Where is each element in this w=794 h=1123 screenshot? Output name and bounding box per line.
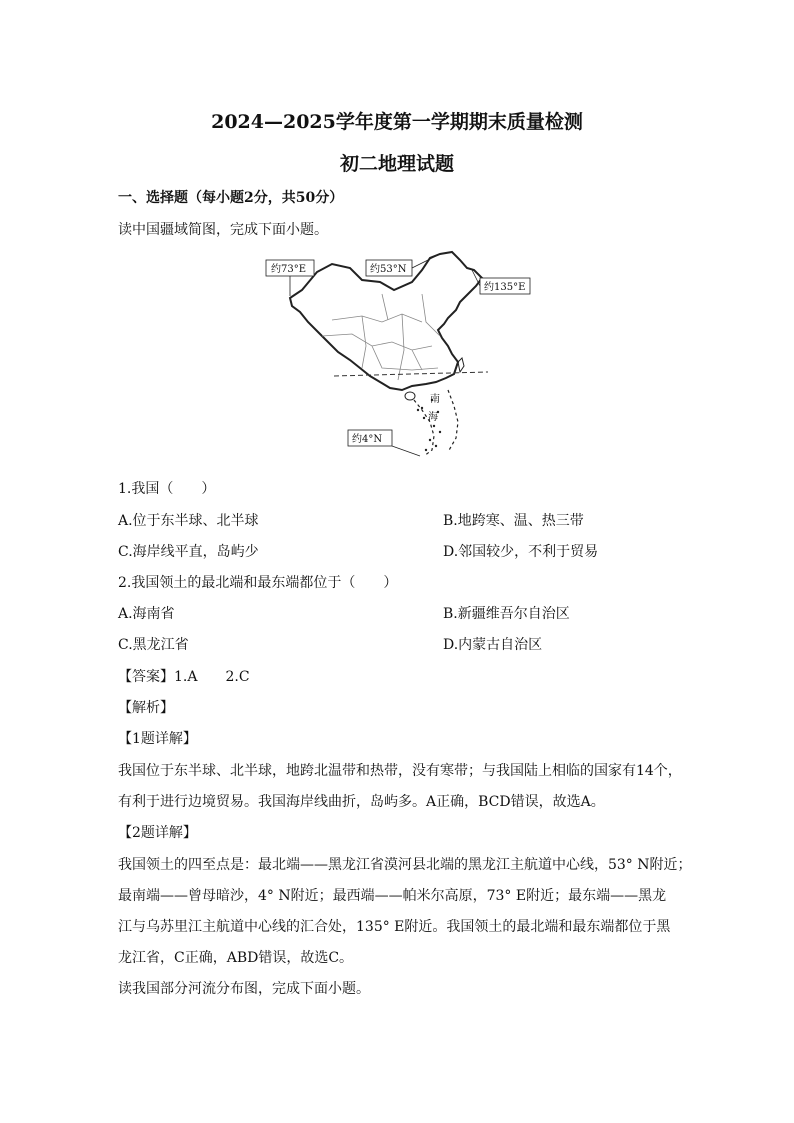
tropic-line xyxy=(334,372,488,376)
section-intro: 读中国疆域简图，完成下面小题。 xyxy=(118,222,328,238)
q1-detail-line: 我国位于东半球、北半球，地跨北温带和热带，没有寒带；与我国陆上相临的国家有14个， xyxy=(118,763,682,779)
next-section-intro: 读我国部分河流分布图，完成下面小题。 xyxy=(118,981,370,997)
q1-option-a: A.位于东半球、北半球 xyxy=(118,513,259,529)
hainan-island xyxy=(405,392,415,400)
q1-option-c: C.海岸线平直，岛屿少 xyxy=(118,544,259,560)
label-4n: 约4°N xyxy=(352,434,383,445)
q1-detail-line: 有利于进行边境贸易。我国海岸线曲折，岛屿多。A正确，BCD错误，故选A。 xyxy=(118,794,605,810)
q1-option-b: B.地跨寒、温、热三带 xyxy=(443,513,584,529)
q2-detail-heading: 【2题详解】 xyxy=(118,825,197,841)
q2-option-b: B.新疆维吾尔自治区 xyxy=(443,606,570,622)
q2-detail-line: 龙江省，C正确，ABD错误，故选C。 xyxy=(118,950,354,966)
page-subtitle: 初二地理试题 xyxy=(339,153,454,175)
china-map-svg xyxy=(262,250,537,465)
sea-label-south: 南 xyxy=(430,394,440,405)
south-sea-islands xyxy=(417,399,441,451)
section-heading: 一、选择题（每小题2分，共50分） xyxy=(118,190,344,206)
question-2-stem: 2.我国领土的最北端和最东端都位于（ ） xyxy=(118,575,398,591)
china-map-figure xyxy=(262,250,537,465)
page-title: 2024—2025学年度第一学期期末质量检测 xyxy=(211,111,583,133)
sea-label-sea: 海 xyxy=(428,412,438,423)
q2-option-d: D.内蒙古自治区 xyxy=(443,637,543,653)
q2-detail-line: 最南端——曾母暗沙，4° N附近；最西端——帕米尔高原，73° E附近；最东端——黑龙 xyxy=(118,888,667,904)
q1-detail-heading: 【1题详解】 xyxy=(118,731,197,747)
label-73e: 约73°E xyxy=(271,264,307,275)
label-53n: 约53°N xyxy=(370,264,407,275)
question-1-stem: 1.我国（ ） xyxy=(118,481,216,497)
q2-option-a: A.海南省 xyxy=(118,606,175,622)
label-135e: 约135°E xyxy=(484,282,526,293)
q2-detail-line: 江与乌苏里江主航道中心线的汇合处，135° E附近。我国领土的最北端和最东端都位于黑 xyxy=(118,919,671,935)
province-boundaries xyxy=(322,294,440,380)
analysis-heading: 【解析】 xyxy=(118,700,174,716)
q2-detail-line: 我国领土的四至点是：最北端——黑龙江省漠河县北端的黑龙江主航道中心线，53° N附近； xyxy=(118,857,692,873)
q2-option-c: C.黑龙江省 xyxy=(118,637,189,653)
q1-option-d: D.邻国较少，不利于贸易 xyxy=(443,544,599,560)
taiwan-island xyxy=(458,358,464,372)
answer-line: 【答案】1.A 2.C xyxy=(118,669,250,685)
